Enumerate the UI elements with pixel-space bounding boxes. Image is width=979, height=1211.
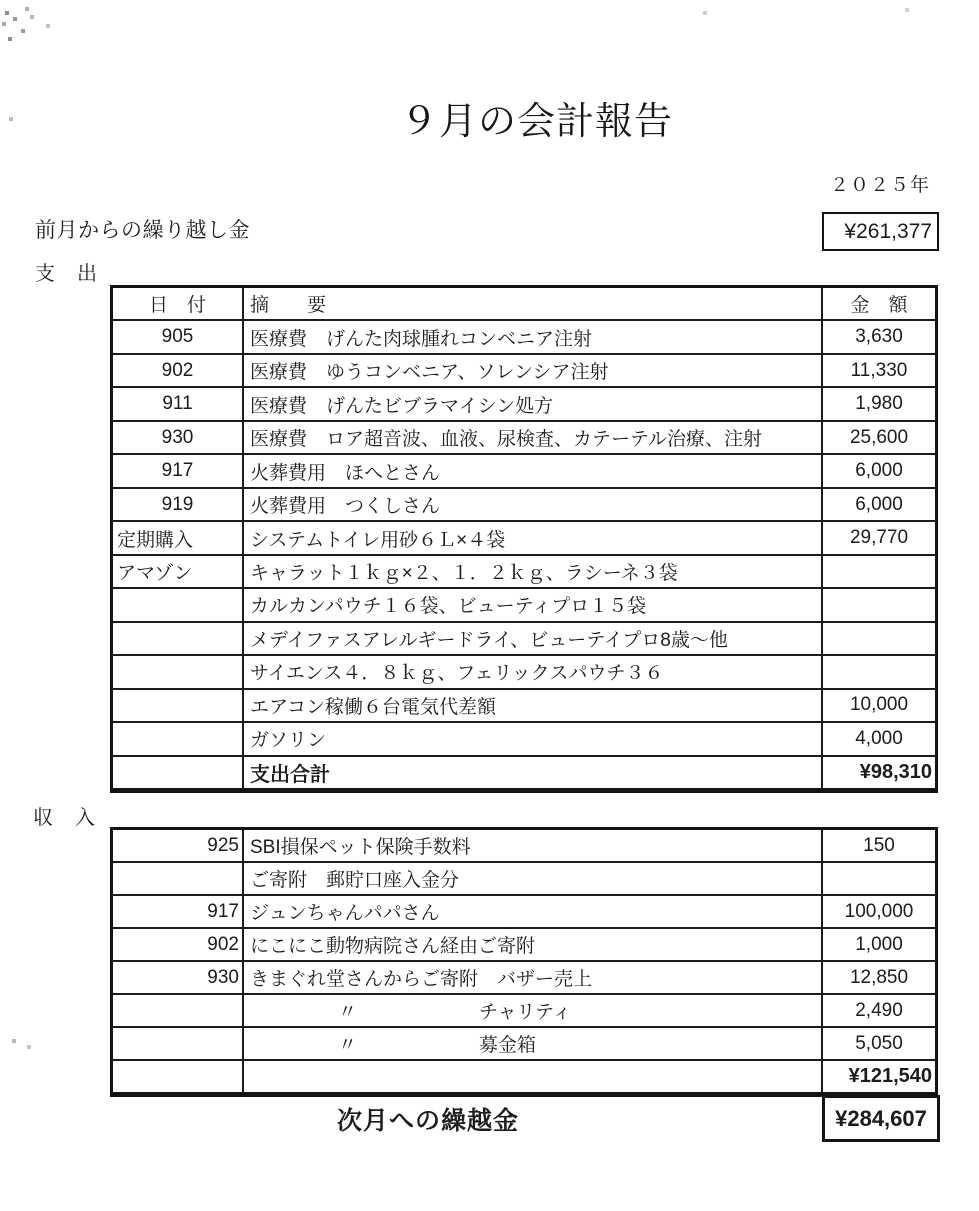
cell-description [244, 556, 823, 587]
cell-amount [823, 589, 935, 620]
table-row [113, 927, 935, 960]
cell-amount: 100,000 [844, 900, 914, 922]
cell-description [244, 1061, 823, 1092]
cell-description [244, 929, 823, 960]
cell-date: 902 [113, 355, 244, 386]
ditto-mark: 〃 [338, 1002, 358, 1023]
table-row [113, 487, 935, 520]
next-carryover-amount: ¥284,607 [822, 1095, 940, 1142]
description-text: 医療費 げんた肉球腫れコンベニア注射 [250, 328, 593, 350]
cell-amount: 4,000 [855, 727, 903, 749]
cell-description [244, 388, 823, 419]
cell-amount: 2,490 [855, 999, 903, 1021]
table-row [113, 1059, 935, 1092]
description-text: 医療費 ゆうコンベニア、ソレンシア注射 [250, 362, 609, 384]
cell-date [113, 623, 244, 654]
page-title: ９月の会計報告 [400, 101, 674, 143]
cell-amount: 6,000 [855, 460, 903, 482]
cell-description [244, 656, 823, 687]
cell-date: 905 [113, 321, 244, 352]
cell-description [244, 321, 823, 352]
table-row [113, 621, 935, 654]
cell-date [113, 995, 244, 1026]
cell-date [113, 757, 244, 788]
next-carryover-label: 次月への繰越金 [337, 1107, 520, 1135]
table-row [113, 386, 935, 419]
section-label-income: 収 入 [33, 807, 96, 829]
cell-amount: 6,000 [855, 493, 903, 515]
cell-amount: 12,850 [849, 966, 909, 988]
description-text: 火葬費用 ほへとさん [250, 462, 441, 484]
prev-carryover-label: 前月からの繰り越し金 [35, 219, 250, 242]
cell-date [113, 589, 244, 620]
cell-amount [823, 656, 935, 687]
cell-amount: 1,980 [855, 393, 903, 415]
header-amount: 金 額 [850, 295, 908, 317]
cell-amount: 25,600 [849, 426, 909, 448]
description-text: メデイファスアレルギードライ、ビューテイプロ8歳〜他 [250, 629, 728, 651]
description-text: 医療費 げんたビブラマイシン処方 [250, 395, 554, 417]
cell-date: 930 [113, 962, 244, 993]
description-text: 募金箱 [479, 1035, 537, 1056]
cell-date: 902 [113, 929, 244, 960]
cell-description [244, 995, 823, 1026]
cell-description [244, 723, 823, 754]
table-row [113, 894, 935, 927]
cell-description [244, 522, 823, 553]
description-text: SBI損保ペット保険手数料 [250, 837, 471, 858]
cell-date: 925 [113, 830, 244, 861]
description-text: ご寄附 郵貯口座入金分 [250, 870, 460, 891]
cell-date: 917 [113, 455, 244, 486]
table-row [113, 353, 935, 386]
cell-description [244, 757, 823, 788]
cell-description [244, 962, 823, 993]
expense-table [110, 285, 938, 793]
cell-date: 定期購入 [113, 522, 244, 553]
expense-table-header [113, 288, 935, 319]
description-text: にこにこ動物病院さん経由ご寄附 [250, 936, 536, 957]
description-text: エアコン稼働６台電気代差額 [250, 696, 497, 718]
cell-amount: ¥121,540 [848, 1065, 932, 1087]
description-text: カルカンパウチ１６袋、ビューティプロ１５袋 [250, 596, 647, 618]
cell-amount: 11,330 [850, 359, 908, 381]
cell-description [244, 422, 823, 453]
table-row [113, 830, 935, 861]
table-row [113, 993, 935, 1026]
cell-amount: 29,770 [849, 527, 909, 549]
prev-carryover-amount: ¥261,377 [822, 212, 939, 251]
description-text: ガソリン [250, 730, 327, 752]
header-date: 日 付 [113, 288, 244, 319]
cell-description [244, 589, 823, 620]
description-text: 医療費 ロア超音波、血液、尿検査、カテーテル治療、注射 [250, 429, 763, 451]
description-text: チャリティ [479, 1002, 572, 1023]
cell-description [244, 896, 823, 927]
cell-date: 917 [113, 896, 244, 927]
cell-description [244, 455, 823, 486]
report-year: ２０２５年 [830, 175, 931, 196]
description-text: サイエンス４．８ｋｇ、フェリックスパウチ３６ [250, 663, 664, 685]
description-text: きまぐれ堂さんからご寄附 バザー売上 [250, 969, 593, 990]
description-text: システムトイレ用砂６Ｌ×４袋 [250, 529, 506, 551]
cell-date [113, 1028, 244, 1059]
header-description: 摘 要 [244, 288, 823, 319]
table-row [113, 1026, 935, 1059]
table-row [113, 587, 935, 620]
cell-description [244, 690, 823, 721]
cell-date: アマゾン [113, 556, 244, 587]
scan-noise [0, 0, 2, 2]
cell-date [113, 1061, 244, 1092]
cell-description [244, 863, 823, 894]
table-row [113, 755, 935, 788]
table-row [113, 420, 935, 453]
cell-date [113, 723, 244, 754]
ditto-mark: 〃 [338, 1035, 358, 1056]
table-row [113, 688, 935, 721]
table-row [113, 721, 935, 754]
cell-description [244, 1028, 823, 1059]
description-text: 火葬費用 つくしさん [250, 496, 441, 518]
table-row [113, 554, 935, 587]
cell-description [244, 830, 823, 861]
cell-description [244, 623, 823, 654]
description-text: 支出合計 [250, 763, 330, 786]
table-row [113, 960, 935, 993]
cell-description [244, 355, 823, 386]
cell-amount: 1,000 [855, 933, 903, 955]
cell-amount: 5,050 [855, 1032, 903, 1054]
cell-amount [823, 863, 935, 894]
table-row [113, 654, 935, 687]
cell-amount [823, 556, 935, 587]
cell-amount: 3,630 [855, 326, 903, 348]
cell-description [244, 489, 823, 520]
cell-amount: 10,000 [849, 694, 909, 716]
cell-date [113, 863, 244, 894]
cell-date: 911 [113, 388, 244, 419]
table-row [113, 319, 935, 352]
section-label-expenses: 支 出 [35, 263, 98, 285]
cell-date [113, 690, 244, 721]
description-text: キャラット１ｋｇ×２、１．２ｋｇ、ラシーネ３袋 [250, 562, 678, 584]
cell-amount: 150 [863, 834, 895, 856]
cell-date: 930 [113, 422, 244, 453]
table-row [113, 453, 935, 486]
income-table [110, 827, 938, 1097]
cell-amount: ¥98,310 [859, 760, 932, 783]
table-row [113, 520, 935, 553]
cell-date: 919 [113, 489, 244, 520]
cell-date [113, 656, 244, 687]
cell-amount [823, 623, 935, 654]
description-text: ジュンちゃんパパさん [250, 903, 440, 924]
table-row [113, 861, 935, 894]
